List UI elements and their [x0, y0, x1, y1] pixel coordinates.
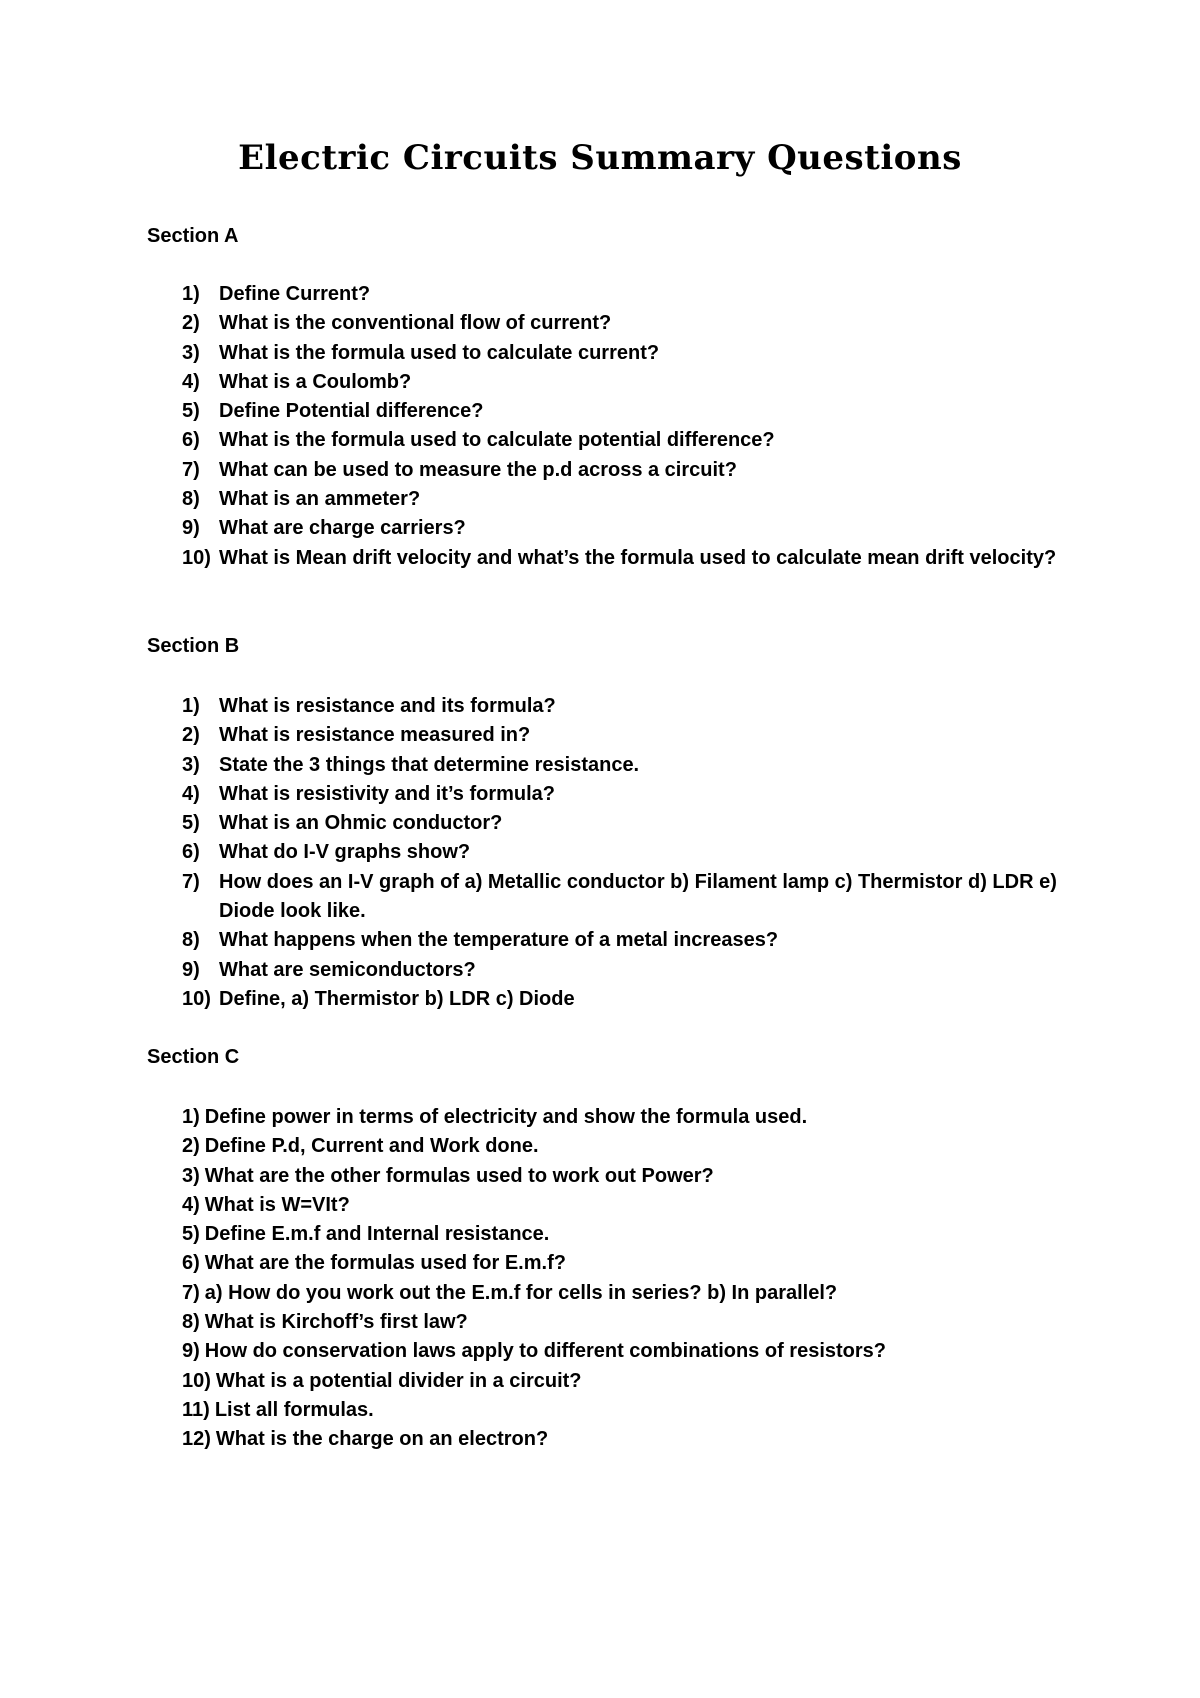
list-item — [182, 809, 1082, 838]
question-number: 7) — [182, 1281, 200, 1304]
question-number: 5) — [182, 812, 200, 835]
list-item — [182, 751, 1082, 780]
question-text: What is the formula used to calculate current? — [219, 341, 660, 364]
question-number: 10) — [182, 987, 211, 1010]
question-number: 6) — [182, 1252, 200, 1275]
question-text: What is resistivity and it’s formula? — [219, 782, 555, 805]
question-number: 3) — [182, 341, 200, 364]
question-text: What are charge carriers? — [219, 517, 466, 540]
question-text: What do I-V graphs show? — [219, 841, 471, 864]
question-text: What happens when the temperature of a metal increases? — [219, 929, 779, 952]
question-number: 6) — [182, 429, 200, 452]
question-text: What are semiconductors? — [219, 958, 476, 981]
question-text: What are the formulas used for E.m.f? — [204, 1252, 566, 1275]
question-text: Define Potential difference? — [219, 400, 484, 423]
list-item — [182, 1162, 1082, 1191]
list-item — [182, 368, 1082, 397]
list-item — [182, 956, 1082, 985]
question-text: Define Current? — [219, 283, 371, 305]
question-text: What is a Coulomb? — [219, 370, 412, 393]
list-item — [182, 926, 1082, 955]
question-number: 7) — [182, 870, 200, 893]
question-text: How do conservation laws apply to different combinations of resistors? — [204, 1340, 887, 1363]
list-item — [182, 280, 1082, 309]
question-text: Define power in terms of electricity and show the formula used. — [204, 1106, 808, 1128]
question-text: List all formulas. — [214, 1398, 374, 1421]
question-number: 4) — [182, 1193, 200, 1216]
question-number: 3) — [182, 753, 200, 776]
question-text: What is the charge on an electron? — [215, 1428, 549, 1451]
question-text: What are the other formulas used to work out Power? — [204, 1164, 714, 1187]
question-text: What is W=VIt? — [204, 1193, 350, 1216]
list-item — [182, 1337, 1082, 1366]
list-item — [182, 514, 1082, 543]
question-text: State the 3 things that determine resistance. — [219, 753, 640, 776]
question-text: What is resistance and its formula? — [219, 695, 556, 717]
list-item — [182, 1249, 1082, 1278]
question-number: 9) — [182, 958, 200, 981]
list-item — [182, 426, 1082, 455]
list-item — [182, 1425, 1082, 1454]
list-item — [182, 1220, 1082, 1249]
list-item — [182, 456, 1082, 485]
list-item — [182, 485, 1082, 514]
question-number: 4) — [182, 782, 200, 805]
question-text: Define, a) Thermistor b) LDR c) Diode — [219, 987, 575, 1010]
question-number: 8) — [182, 1311, 200, 1334]
question-text: What is resistance measured in? — [219, 724, 531, 747]
section-c-question-list — [182, 1103, 1082, 1455]
question-text: What can be used to measure the p.d across a circuit? — [219, 458, 737, 481]
list-item — [182, 692, 1082, 721]
question-text: Define P.d, Current and Work done. — [204, 1135, 539, 1158]
list-item — [182, 1367, 1082, 1396]
list-item — [182, 1191, 1082, 1220]
section-c-heading: Section C — [147, 1046, 240, 1068]
question-number: 4) — [182, 370, 200, 393]
question-text: What is the conventional flow of current? — [219, 312, 612, 335]
question-text: a) How do you work out the E.m.f for cells in series? b) In parallel? — [204, 1281, 838, 1304]
question-text: Define E.m.f and Internal resistance. — [204, 1223, 550, 1246]
question-number: 10) — [182, 546, 211, 569]
question-number: 12) — [182, 1428, 211, 1451]
question-text: What is an ammeter? — [219, 488, 421, 511]
list-item — [182, 544, 1082, 573]
question-number: 5) — [182, 1223, 200, 1246]
question-number: 1) — [182, 695, 200, 717]
list-item — [182, 339, 1082, 368]
list-item — [182, 1308, 1082, 1337]
section-a-heading: Section A — [147, 225, 239, 247]
question-text: What is Mean drift velocity and what’s the formula used to calculate mean drift velocity? — [219, 546, 1057, 569]
section-b-question-list — [182, 692, 1082, 1014]
question-text: What is a potential divider in a circuit? — [215, 1369, 582, 1392]
list-item — [182, 868, 1082, 927]
question-text: What is an Ohmic conductor? — [219, 812, 503, 835]
list-item — [182, 397, 1082, 426]
section-b-heading: Section B — [147, 635, 240, 657]
question-number: 10) — [182, 1369, 211, 1392]
question-number: 5) — [182, 400, 200, 423]
question-number: 2) — [182, 1135, 200, 1158]
question-text: How does an I-V graph of a) Metallic conductor b) Filament lamp c) Thermistor d) LDR e) Diode look like. — [219, 870, 1057, 923]
list-item — [182, 1103, 1082, 1132]
question-number: 2) — [182, 724, 200, 747]
question-text: What is the formula used to calculate potential difference? — [219, 429, 775, 452]
question-number: 9) — [182, 517, 200, 540]
question-number: 7) — [182, 458, 200, 481]
question-number: 1) — [182, 283, 200, 305]
question-text: What is Kirchoff’s first law? — [204, 1311, 468, 1334]
list-item — [182, 780, 1082, 809]
page-title: Electric Circuits Summary Questions — [238, 138, 962, 178]
list-item — [182, 309, 1082, 338]
question-number: 8) — [182, 488, 200, 511]
list-item — [182, 985, 1082, 1014]
question-number: 11) — [182, 1398, 210, 1421]
list-item — [182, 1132, 1082, 1161]
list-item — [182, 1396, 1082, 1425]
question-number: 9) — [182, 1340, 200, 1363]
list-item — [182, 838, 1082, 867]
list-item — [182, 721, 1082, 750]
section-a-question-list — [182, 280, 1082, 573]
question-number: 2) — [182, 312, 200, 335]
question-number: 8) — [182, 929, 200, 952]
question-number: 3) — [182, 1164, 200, 1187]
question-number: 6) — [182, 841, 200, 864]
question-number: 1) — [182, 1106, 200, 1128]
list-item — [182, 1279, 1082, 1308]
